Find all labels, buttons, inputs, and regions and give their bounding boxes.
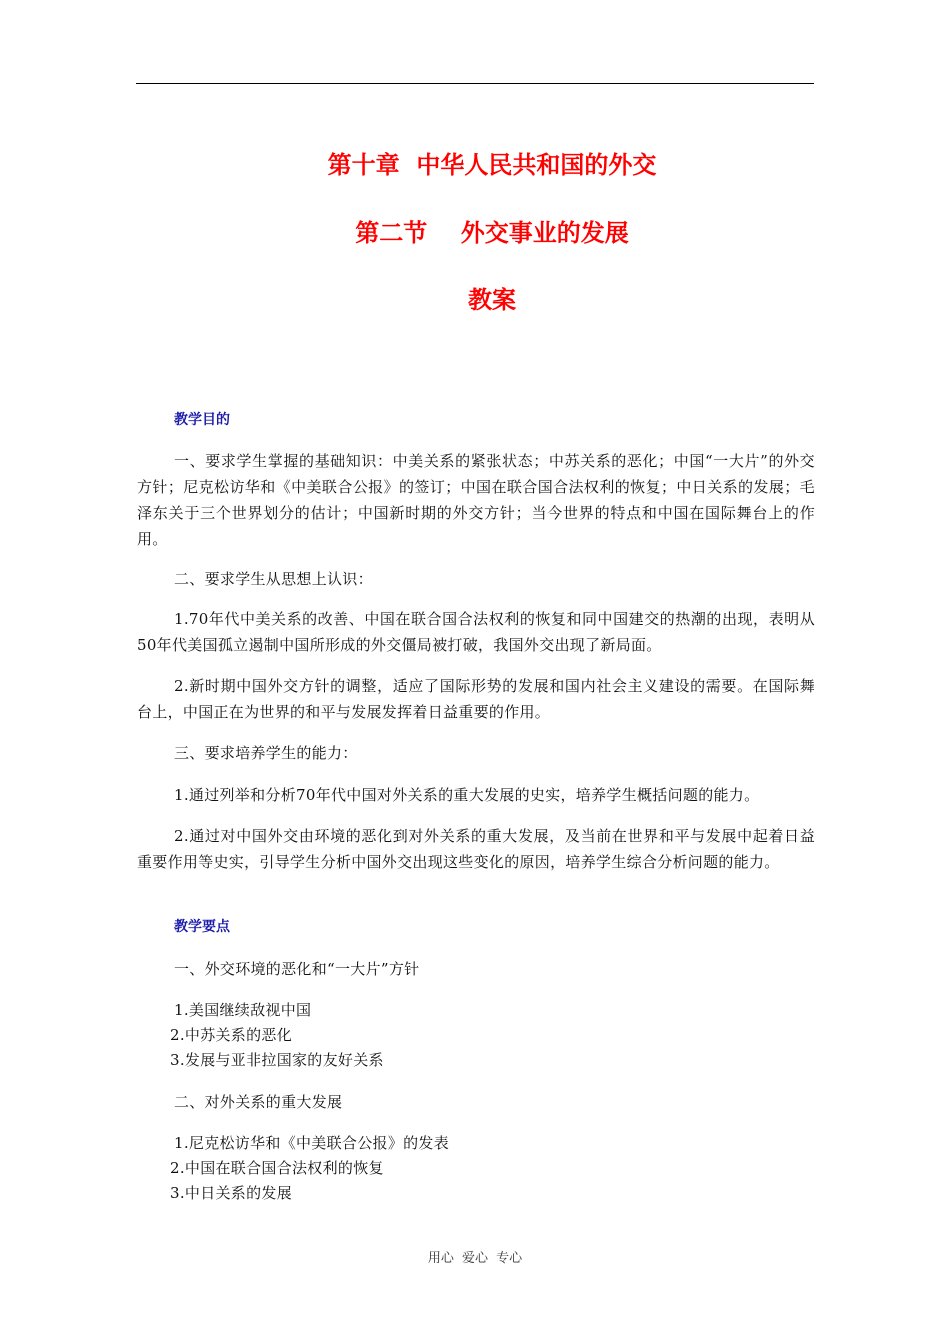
key-points-section-1-title: 一、外交环境的恶化和“一大片”方针 — [174, 960, 420, 978]
key-points-section-2-title: 二、对外关系的重大发展 — [174, 1093, 343, 1111]
section-title: 第二节 外交事业的发展 — [355, 219, 629, 247]
page-footer: 用心 爱心 专心 — [427, 1251, 523, 1266]
list-item: 3.中日关系的发展 — [170, 1184, 293, 1202]
objectives-paragraph-1: 一、要求学生掌握的基础知识：中美关系的紧张状态；中苏关系的恶化；中国“一大片”的外交方针；尼克松访华和《中美联合公报》的签订；中国在联合国合法权利的恢复；中日关系的发展；毛泽东关于三个世界划分的估计；中国新时期的外交方针；当今世界的特点和中国在国际舞台上的作用。 — [137, 452, 815, 548]
objectives-heading: 教学目的 — [174, 412, 230, 428]
objectives-paragraph-5: 三、要求培养学生的能力： — [174, 744, 358, 762]
chapter-title: 第十章 中华人民共和国的外交 — [327, 151, 657, 179]
objectives-paragraph-2: 二、要求学生从思想上认识： — [174, 570, 373, 588]
list-item: 2.中国在联合国合法权利的恢复 — [170, 1159, 384, 1177]
header-rule — [136, 83, 814, 84]
objectives-paragraph-4: 2.新时期中国外交方针的调整，适应了国际形势的发展和国内社会主义建设的需要。在国际舞台上，中国正在为世界的和平与发展发挥着日益重要的作用。 — [137, 677, 815, 721]
list-item: 1.美国继续敌视中国 — [174, 1001, 312, 1019]
objectives-paragraph-3: 1.70年代中美关系的改善、中国在联合国合法权利的恢复和同中国建交的热潮的出现，表明从50年代美国孤立遏制中国所形成的外交僵局被打破，我国外交出现了新局面。 — [137, 610, 815, 654]
objectives-paragraph-6: 1.通过列举和分析70年代中国对外关系的重大发展的史实，培养学生概括问题的能力。 — [174, 786, 760, 804]
objectives-paragraph-7: 2.通过对中国外交由环境的恶化到对外关系的重大发展，及当前在世界和平与发展中起着日益重要作用等史实，引导学生分析中国外交出现这些变化的原因，培养学生综合分析问题的能力。 — [137, 827, 815, 871]
list-item: 1.尼克松访华和《中美联合公报》的发表 — [174, 1134, 450, 1152]
list-item: 3.发展与亚非拉国家的友好关系 — [170, 1051, 384, 1069]
list-item: 2.中苏关系的恶化 — [170, 1026, 293, 1044]
key-points-heading: 教学要点 — [174, 919, 230, 935]
document-type-title: 教案 — [468, 286, 516, 314]
